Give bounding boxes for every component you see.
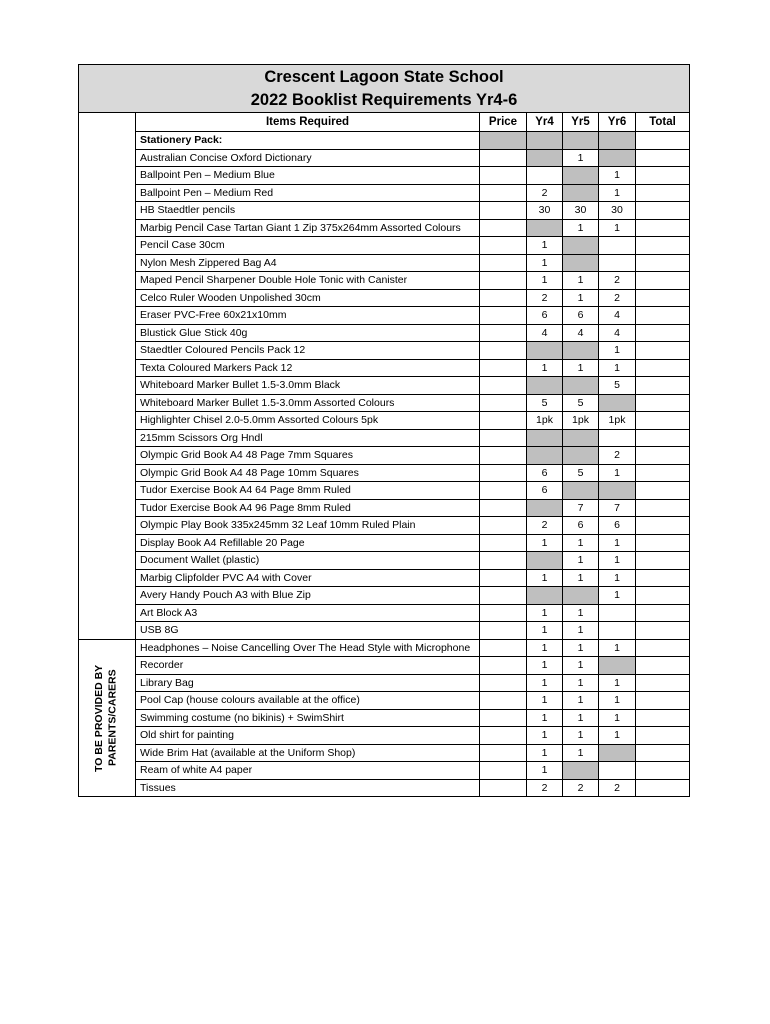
total-cell xyxy=(636,342,689,359)
yr4-cell: 2 xyxy=(527,517,562,534)
yr5-cell xyxy=(563,377,598,394)
price-cell xyxy=(480,255,526,272)
item-cell: Ballpoint Pen – Medium Red xyxy=(136,185,479,202)
yr6-cell: 1 xyxy=(599,360,635,377)
total-cell xyxy=(636,132,689,149)
yr4-cell: 1 xyxy=(527,745,562,762)
price-cell xyxy=(480,727,526,744)
yr4-cell: 1pk xyxy=(527,412,562,429)
yr5-cell xyxy=(563,587,598,604)
item-cell: Pencil Case 30cm xyxy=(136,237,479,254)
price-cell xyxy=(480,202,526,219)
price-cell xyxy=(480,465,526,482)
yr4-cell: 6 xyxy=(527,482,562,499)
yr4-cell: 1 xyxy=(527,255,562,272)
item-cell: Tudor Exercise Book A4 64 Page 8mm Ruled xyxy=(136,482,479,499)
yr4-cell xyxy=(527,500,562,517)
yr6-cell: 1 xyxy=(599,675,635,692)
yr6-cell: 2 xyxy=(599,447,635,464)
yr4-cell xyxy=(527,447,562,464)
yr5-cell xyxy=(563,255,598,272)
item-cell: Highlighter Chisel 2.0-5.0mm Assorted Colours 5pk xyxy=(136,412,479,429)
price-cell xyxy=(480,605,526,622)
yr4-cell xyxy=(527,587,562,604)
price-cell xyxy=(480,237,526,254)
total-cell xyxy=(636,552,689,569)
yr5-cell: 1 xyxy=(563,552,598,569)
yr6-cell: 1 xyxy=(599,185,635,202)
item-cell: Whiteboard Marker Bullet 1.5-3.0mm Assorted Colours xyxy=(136,395,479,412)
item-cell: Marbig Pencil Case Tartan Giant 1 Zip 375x264mm Assorted Colours xyxy=(136,220,479,237)
yr6-cell: 4 xyxy=(599,307,635,324)
yr4-cell: 2 xyxy=(527,185,562,202)
col-header-yr6: Yr6 xyxy=(599,113,635,131)
yr4-cell xyxy=(527,167,562,184)
yr4-cell: 1 xyxy=(527,570,562,587)
yr4-cell: 1 xyxy=(527,675,562,692)
yr5-cell: 1 xyxy=(563,640,598,657)
item-cell: Olympic Grid Book A4 48 Page 7mm Squares xyxy=(136,447,479,464)
item-cell: HB Staedtler pencils xyxy=(136,202,479,219)
yr6-cell: 2 xyxy=(599,290,635,307)
yr6-cell: 1 xyxy=(599,692,635,709)
item-cell: Stationery Pack: xyxy=(136,132,479,149)
item-cell: Whiteboard Marker Bullet 1.5-3.0mm Black xyxy=(136,377,479,394)
yr4-cell xyxy=(527,342,562,359)
yr5-cell: 1pk xyxy=(563,412,598,429)
yr4-cell: 1 xyxy=(527,535,562,552)
yr6-cell xyxy=(599,395,635,412)
price-cell xyxy=(480,675,526,692)
yr6-cell: 1 xyxy=(599,535,635,552)
total-cell xyxy=(636,465,689,482)
item-cell: Library Bag xyxy=(136,675,479,692)
price-cell xyxy=(480,342,526,359)
yr4-cell: 5 xyxy=(527,395,562,412)
price-cell xyxy=(480,220,526,237)
yr5-cell xyxy=(563,762,598,779)
yr6-cell: 1 xyxy=(599,710,635,727)
side-spacer-cell xyxy=(79,113,135,639)
price-cell xyxy=(480,377,526,394)
yr5-cell: 1 xyxy=(563,220,598,237)
parents-carers-side-label: TO BE PROVIDED BY PARENTS/CARERS xyxy=(93,664,119,772)
yr6-cell xyxy=(599,430,635,447)
booklist-subtitle: 2022 Booklist Requirements Yr4-6 xyxy=(250,90,518,109)
yr6-cell: 2 xyxy=(599,272,635,289)
price-cell xyxy=(480,430,526,447)
item-cell: Texta Coloured Markers Pack 12 xyxy=(136,360,479,377)
school-name: Crescent Lagoon State School xyxy=(264,68,504,87)
item-cell: Celco Ruler Wooden Unpolished 30cm xyxy=(136,290,479,307)
yr5-cell: 5 xyxy=(563,395,598,412)
yr4-cell: 1 xyxy=(527,762,562,779)
yr6-cell xyxy=(599,132,635,149)
item-cell: Nylon Mesh Zippered Bag A4 xyxy=(136,255,479,272)
price-cell xyxy=(480,185,526,202)
item-cell: 215mm Scissors Org Hndl xyxy=(136,430,479,447)
item-cell: Tissues xyxy=(136,780,479,797)
yr6-cell xyxy=(599,150,635,167)
price-cell xyxy=(480,447,526,464)
yr5-cell: 1 xyxy=(563,692,598,709)
item-cell: Olympic Grid Book A4 48 Page 10mm Squares xyxy=(136,465,479,482)
yr4-cell xyxy=(527,552,562,569)
total-cell xyxy=(636,430,689,447)
price-cell xyxy=(480,517,526,534)
yr6-cell: 1 xyxy=(599,167,635,184)
yr4-cell: 30 xyxy=(527,202,562,219)
total-cell xyxy=(636,727,689,744)
yr5-cell: 1 xyxy=(563,657,598,674)
price-cell xyxy=(480,325,526,342)
yr5-cell xyxy=(563,430,598,447)
booklist-table xyxy=(78,64,690,797)
document-title-block xyxy=(79,65,689,112)
yr6-cell xyxy=(599,745,635,762)
total-cell xyxy=(636,360,689,377)
yr6-cell: 1 xyxy=(599,570,635,587)
total-cell xyxy=(636,605,689,622)
total-cell xyxy=(636,762,689,779)
item-cell: Marbig Clipfolder PVC A4 with Cover xyxy=(136,570,479,587)
price-cell xyxy=(480,587,526,604)
item-cell: Old shirt for painting xyxy=(136,727,479,744)
item-cell: Blustick Glue Stick 40g xyxy=(136,325,479,342)
total-cell xyxy=(636,377,689,394)
price-cell xyxy=(480,552,526,569)
item-cell: Maped Pencil Sharpener Double Hole Tonic with Canister xyxy=(136,272,479,289)
yr4-cell: 2 xyxy=(527,780,562,797)
item-cell: Tudor Exercise Book A4 96 Page 8mm Ruled xyxy=(136,500,479,517)
total-cell xyxy=(636,745,689,762)
yr5-cell xyxy=(563,482,598,499)
total-cell xyxy=(636,167,689,184)
yr6-cell: 6 xyxy=(599,517,635,534)
yr5-cell: 6 xyxy=(563,307,598,324)
yr5-cell: 4 xyxy=(563,325,598,342)
col-header-yr4: Yr4 xyxy=(527,113,562,131)
yr4-cell: 1 xyxy=(527,710,562,727)
price-cell xyxy=(480,657,526,674)
item-cell: Recorder xyxy=(136,657,479,674)
total-cell xyxy=(636,517,689,534)
item-cell: Ballpoint Pen – Medium Blue xyxy=(136,167,479,184)
price-cell xyxy=(480,762,526,779)
yr5-cell: 1 xyxy=(563,290,598,307)
item-cell: Headphones – Noise Cancelling Over The Head Style with Microphone xyxy=(136,640,479,657)
yr4-cell xyxy=(527,430,562,447)
item-cell: Display Book A4 Refillable 20 Page xyxy=(136,535,479,552)
price-cell xyxy=(480,482,526,499)
price-cell xyxy=(480,150,526,167)
yr5-cell: 1 xyxy=(563,710,598,727)
yr5-cell: 1 xyxy=(563,675,598,692)
yr4-cell: 2 xyxy=(527,290,562,307)
price-cell xyxy=(480,710,526,727)
price-cell xyxy=(480,500,526,517)
yr6-cell: 5 xyxy=(599,377,635,394)
yr6-cell xyxy=(599,622,635,639)
yr5-cell: 1 xyxy=(563,360,598,377)
yr6-cell: 30 xyxy=(599,202,635,219)
col-header-items-required: Items Required xyxy=(136,113,479,131)
price-cell xyxy=(480,307,526,324)
item-cell: USB 8G xyxy=(136,622,479,639)
yr5-cell xyxy=(563,237,598,254)
yr6-cell: 1 xyxy=(599,465,635,482)
total-cell xyxy=(636,535,689,552)
yr5-cell xyxy=(563,447,598,464)
yr4-cell: 6 xyxy=(527,465,562,482)
yr6-cell: 2 xyxy=(599,780,635,797)
yr6-cell: 1 xyxy=(599,552,635,569)
yr6-cell xyxy=(599,605,635,622)
yr5-cell: 1 xyxy=(563,605,598,622)
total-cell xyxy=(636,307,689,324)
total-cell xyxy=(636,587,689,604)
item-cell: Document Wallet (plastic) xyxy=(136,552,479,569)
yr6-cell: 7 xyxy=(599,500,635,517)
yr6-cell xyxy=(599,255,635,272)
price-cell xyxy=(480,132,526,149)
item-cell: Eraser PVC-Free 60x21x10mm xyxy=(136,307,479,324)
yr6-cell xyxy=(599,237,635,254)
price-cell xyxy=(480,290,526,307)
item-cell: Pool Cap (house colours available at the office) xyxy=(136,692,479,709)
item-cell: Staedtler Coloured Pencils Pack 12 xyxy=(136,342,479,359)
yr5-cell xyxy=(563,342,598,359)
total-cell xyxy=(636,220,689,237)
yr4-cell: 1 xyxy=(527,692,562,709)
yr4-cell: 1 xyxy=(527,272,562,289)
price-cell xyxy=(480,167,526,184)
col-header-total: Total xyxy=(636,113,689,131)
yr4-cell xyxy=(527,377,562,394)
item-cell: Australian Concise Oxford Dictionary xyxy=(136,150,479,167)
price-cell xyxy=(480,360,526,377)
total-cell xyxy=(636,237,689,254)
yr5-cell: 2 xyxy=(563,780,598,797)
total-cell xyxy=(636,185,689,202)
yr6-cell: 1pk xyxy=(599,412,635,429)
total-cell xyxy=(636,272,689,289)
yr4-cell: 1 xyxy=(527,360,562,377)
yr4-cell: 6 xyxy=(527,307,562,324)
yr6-cell: 4 xyxy=(599,325,635,342)
yr6-cell: 1 xyxy=(599,342,635,359)
total-cell xyxy=(636,202,689,219)
yr4-cell: 1 xyxy=(527,622,562,639)
price-cell xyxy=(480,780,526,797)
total-cell xyxy=(636,500,689,517)
yr4-cell xyxy=(527,220,562,237)
total-cell xyxy=(636,780,689,797)
yr5-cell: 1 xyxy=(563,272,598,289)
yr6-cell xyxy=(599,657,635,674)
price-cell xyxy=(480,272,526,289)
price-cell xyxy=(480,692,526,709)
item-cell: Swimming costume (no bikinis) + SwimShirt xyxy=(136,710,479,727)
yr4-cell: 1 xyxy=(527,237,562,254)
yr4-cell: 4 xyxy=(527,325,562,342)
col-header-price: Price xyxy=(480,113,526,131)
total-cell xyxy=(636,657,689,674)
yr4-cell: 1 xyxy=(527,727,562,744)
price-cell xyxy=(480,412,526,429)
total-cell xyxy=(636,290,689,307)
item-cell: Ream of white A4 paper xyxy=(136,762,479,779)
price-cell xyxy=(480,535,526,552)
parents-carers-side-label-cell xyxy=(79,640,135,797)
yr6-cell xyxy=(599,482,635,499)
yr5-cell: 1 xyxy=(563,727,598,744)
price-cell xyxy=(480,395,526,412)
yr6-cell xyxy=(599,762,635,779)
yr5-cell: 1 xyxy=(563,150,598,167)
yr5-cell xyxy=(563,167,598,184)
yr4-cell xyxy=(527,132,562,149)
col-header-yr5: Yr5 xyxy=(563,113,598,131)
total-cell xyxy=(636,482,689,499)
yr5-cell: 1 xyxy=(563,570,598,587)
item-cell: Olympic Play Book 335x245mm 32 Leaf 10mm Ruled Plain xyxy=(136,517,479,534)
total-cell xyxy=(636,447,689,464)
yr5-cell xyxy=(563,185,598,202)
total-cell xyxy=(636,412,689,429)
total-cell xyxy=(636,395,689,412)
total-cell xyxy=(636,150,689,167)
total-cell xyxy=(636,570,689,587)
price-cell xyxy=(480,622,526,639)
item-cell: Art Block A3 xyxy=(136,605,479,622)
yr5-cell: 30 xyxy=(563,202,598,219)
item-cell: Wide Brim Hat (available at the Uniform Shop) xyxy=(136,745,479,762)
yr5-cell xyxy=(563,132,598,149)
yr4-cell xyxy=(527,150,562,167)
yr6-cell: 1 xyxy=(599,220,635,237)
yr5-cell: 6 xyxy=(563,517,598,534)
total-cell xyxy=(636,325,689,342)
item-cell: Avery Handy Pouch A3 with Blue Zip xyxy=(136,587,479,604)
yr4-cell: 1 xyxy=(527,605,562,622)
yr6-cell: 1 xyxy=(599,727,635,744)
total-cell xyxy=(636,675,689,692)
yr6-cell: 1 xyxy=(599,587,635,604)
yr5-cell: 1 xyxy=(563,535,598,552)
total-cell xyxy=(636,622,689,639)
total-cell xyxy=(636,710,689,727)
yr5-cell: 1 xyxy=(563,622,598,639)
yr4-cell: 1 xyxy=(527,640,562,657)
price-cell xyxy=(480,745,526,762)
yr5-cell: 5 xyxy=(563,465,598,482)
yr5-cell: 7 xyxy=(563,500,598,517)
price-cell xyxy=(480,570,526,587)
total-cell xyxy=(636,640,689,657)
yr5-cell: 1 xyxy=(563,745,598,762)
total-cell xyxy=(636,692,689,709)
total-cell xyxy=(636,255,689,272)
yr4-cell: 1 xyxy=(527,657,562,674)
price-cell xyxy=(480,640,526,657)
yr6-cell: 1 xyxy=(599,640,635,657)
